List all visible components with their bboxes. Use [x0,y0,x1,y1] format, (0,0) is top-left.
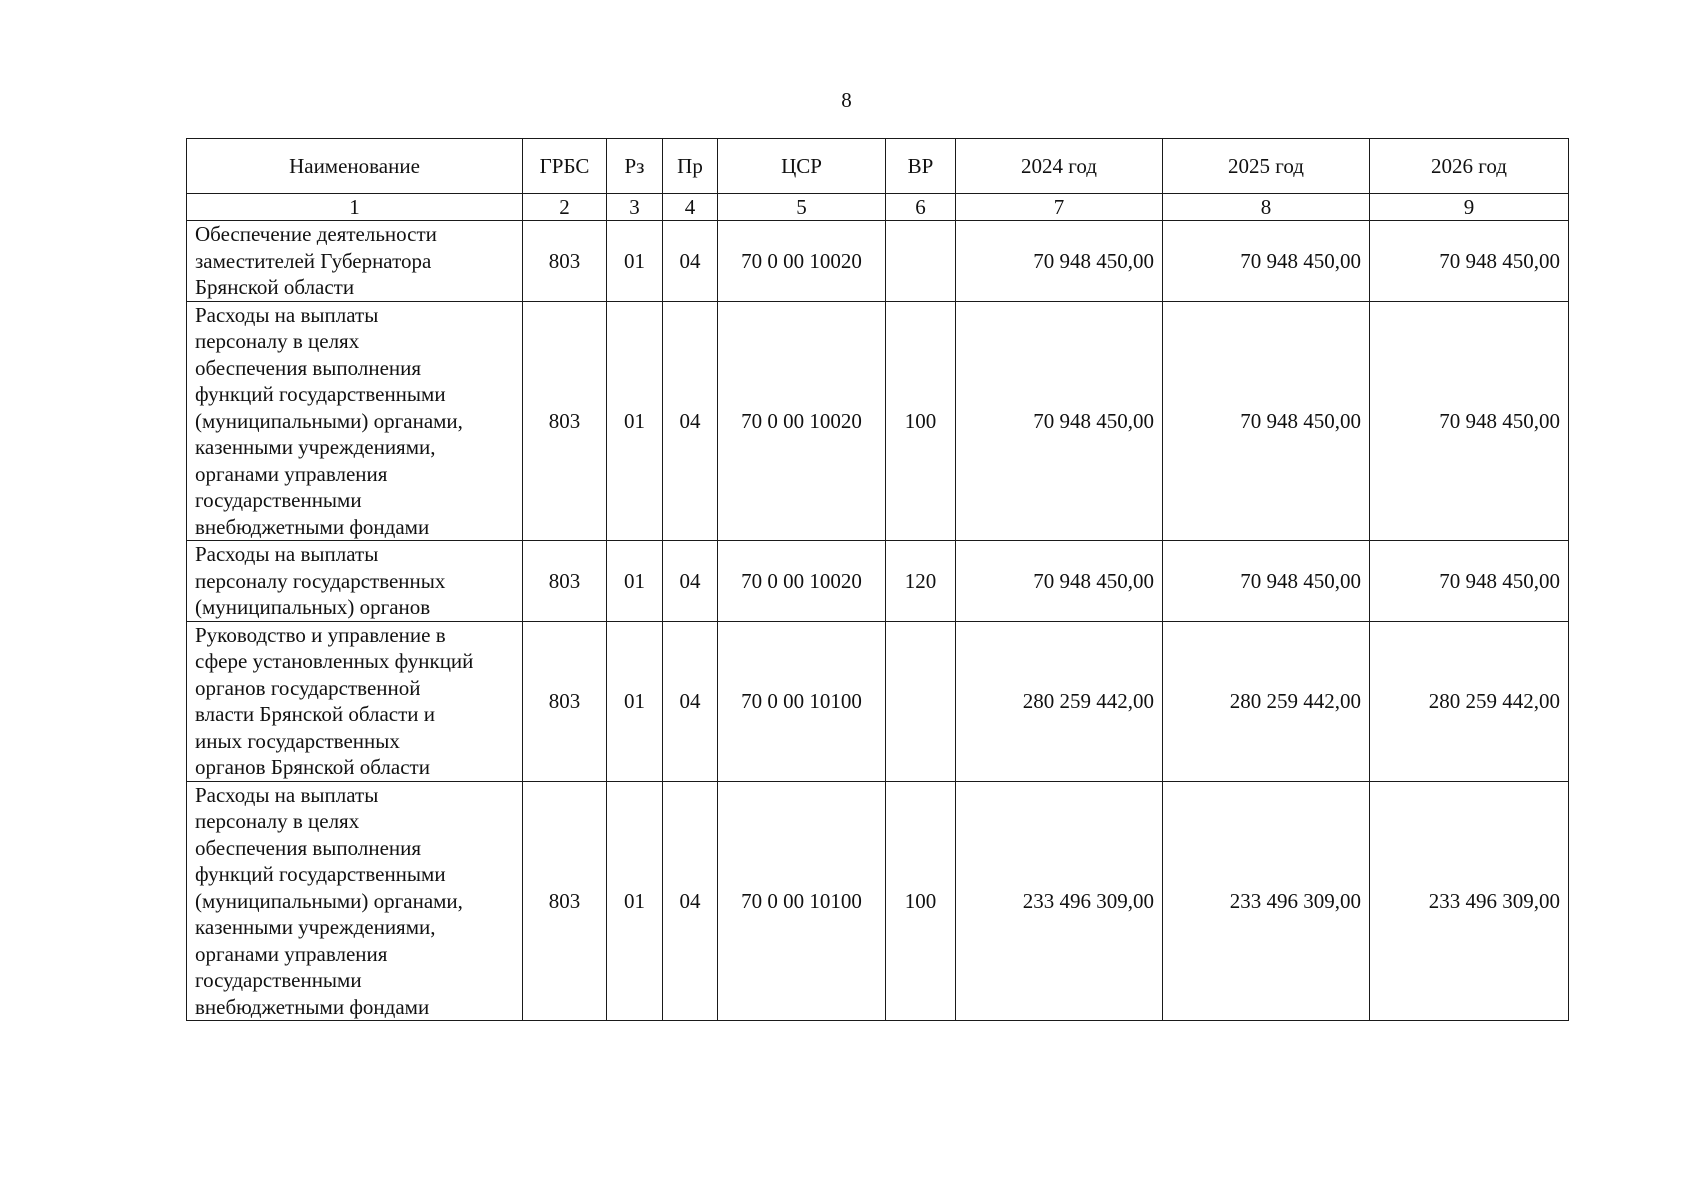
row-name-line: (муниципальными) органами, [195,408,463,433]
row-name-line: (муниципальных) органов [195,595,431,619]
row-name-line: внебюджетными фондами [195,514,430,539]
pr-cell: 04 [663,221,718,302]
row-name-line: Расходы на выплаты [195,542,379,566]
table-row [187,221,1569,302]
column-number: 6 [886,194,956,221]
amount-2026-cell: 70 948 450,00 [1370,221,1569,302]
pr-cell: 04 [663,621,718,781]
column-number: 2 [523,194,607,221]
row-name-line: внебюджетными фондами [195,994,430,1019]
amount-2026-cell: 280 259 442,00 [1370,621,1569,781]
amount-2024-cell: 70 948 450,00 [956,541,1163,622]
table-row [187,541,1569,622]
rz-cell: 01 [607,221,663,302]
rz-cell: 01 [607,301,663,541]
csr-cell: 70 0 00 10020 [718,301,886,541]
amount-2026-cell: 233 496 309,00 [1370,781,1569,1021]
row-name-line: функций государственными [195,382,446,406]
pr-cell: 04 [663,541,718,622]
column-number: 9 [1370,194,1569,221]
row-name-line: функций государственными [195,862,446,886]
row-name-line: персоналу в целях [195,809,360,833]
column-number: 8 [1163,194,1370,221]
grbs-cell: 803 [523,221,607,302]
grbs-cell: 803 [523,301,607,541]
column-header-csr: ЦСР [718,139,886,194]
row-name-line: заместителей Губернатора [195,248,432,273]
csr-cell: 70 0 00 10020 [718,221,886,302]
column-number: 7 [956,194,1163,221]
amount-2024-cell: 280 259 442,00 [956,621,1163,781]
row-name-line: государственными [195,968,362,992]
rz-cell: 01 [607,781,663,1021]
vr-cell [886,221,956,302]
amount-2024-cell: 70 948 450,00 [956,301,1163,541]
amount-2025-cell: 280 259 442,00 [1163,621,1370,781]
row-name-cell [187,221,523,302]
row-name-line: государственными [195,488,362,512]
column-number: 1 [187,194,523,221]
amount-2026-cell: 70 948 450,00 [1370,541,1569,622]
row-name-line: Брянской области [195,275,355,299]
column-header-vr: ВР [886,139,956,194]
grbs-cell: 803 [523,621,607,781]
column-header-2025: 2025 год [1163,139,1370,194]
grbs-cell: 803 [523,781,607,1021]
row-name-line: органами управления [195,461,388,486]
table-row [187,621,1569,781]
row-name-cell [187,541,523,622]
row-name-line: (муниципальными) органами, [195,888,463,913]
page-number: 8 [841,88,852,112]
row-name-line: сфере установленных функций [195,649,474,673]
row-name-cell [187,621,523,781]
row-name-cell [187,301,523,541]
amount-2026-cell: 70 948 450,00 [1370,301,1569,541]
vr-cell: 100 [886,781,956,1021]
rz-cell: 01 [607,541,663,622]
vr-cell [886,621,956,781]
amount-2024-cell: 233 496 309,00 [956,781,1163,1021]
column-header-pr: Пр [663,139,718,194]
amount-2024-cell: 70 948 450,00 [956,221,1163,302]
vr-cell: 120 [886,541,956,622]
column-header-grbs: ГРБС [523,139,607,194]
row-name-line: казенными учреждениями, [195,915,436,939]
column-header-2026: 2026 год [1370,139,1569,194]
grbs-cell: 803 [523,541,607,622]
row-name-line: персоналу в целях [195,329,360,353]
row-name-line: Обеспечение деятельности [195,222,437,246]
pr-cell: 04 [663,301,718,541]
table-row [187,301,1569,541]
row-name-line: Расходы на выплаты [195,782,379,807]
budget-table [186,138,1569,1021]
row-name-line: иных государственных [195,728,400,753]
column-number-row [187,194,1569,221]
row-name-line: Руководство и управление в [195,622,446,647]
column-number: 5 [718,194,886,221]
row-name-line: Расходы на выплаты [195,302,379,327]
row-name-line: органами управления [195,941,388,966]
column-number: 4 [663,194,718,221]
amount-2025-cell: 233 496 309,00 [1163,781,1370,1021]
table-row [187,781,1569,1021]
row-name-line: персоналу государственных [195,568,446,593]
row-name-line: власти Брянской области и [195,702,436,726]
header-row [187,139,1569,194]
row-name-line: органов государственной [195,675,421,700]
column-header-name: Наименование [187,139,523,194]
pr-cell: 04 [663,781,718,1021]
column-header-rz: Рз [607,139,663,194]
row-name-line: обеспечения выполнения [195,835,422,860]
csr-cell: 70 0 00 10100 [718,781,886,1021]
column-header-2024: 2024 год [956,139,1163,194]
vr-cell: 100 [886,301,956,541]
amount-2025-cell: 70 948 450,00 [1163,541,1370,622]
row-name-cell [187,781,523,1021]
csr-cell: 70 0 00 10100 [718,621,886,781]
column-number: 3 [607,194,663,221]
csr-cell: 70 0 00 10020 [718,541,886,622]
row-name-line: обеспечения выполнения [195,355,422,380]
rz-cell: 01 [607,621,663,781]
row-name-line: органов Брянской области [195,755,430,779]
row-name-line: казенными учреждениями, [195,435,436,459]
amount-2025-cell: 70 948 450,00 [1163,301,1370,541]
amount-2025-cell: 70 948 450,00 [1163,221,1370,302]
